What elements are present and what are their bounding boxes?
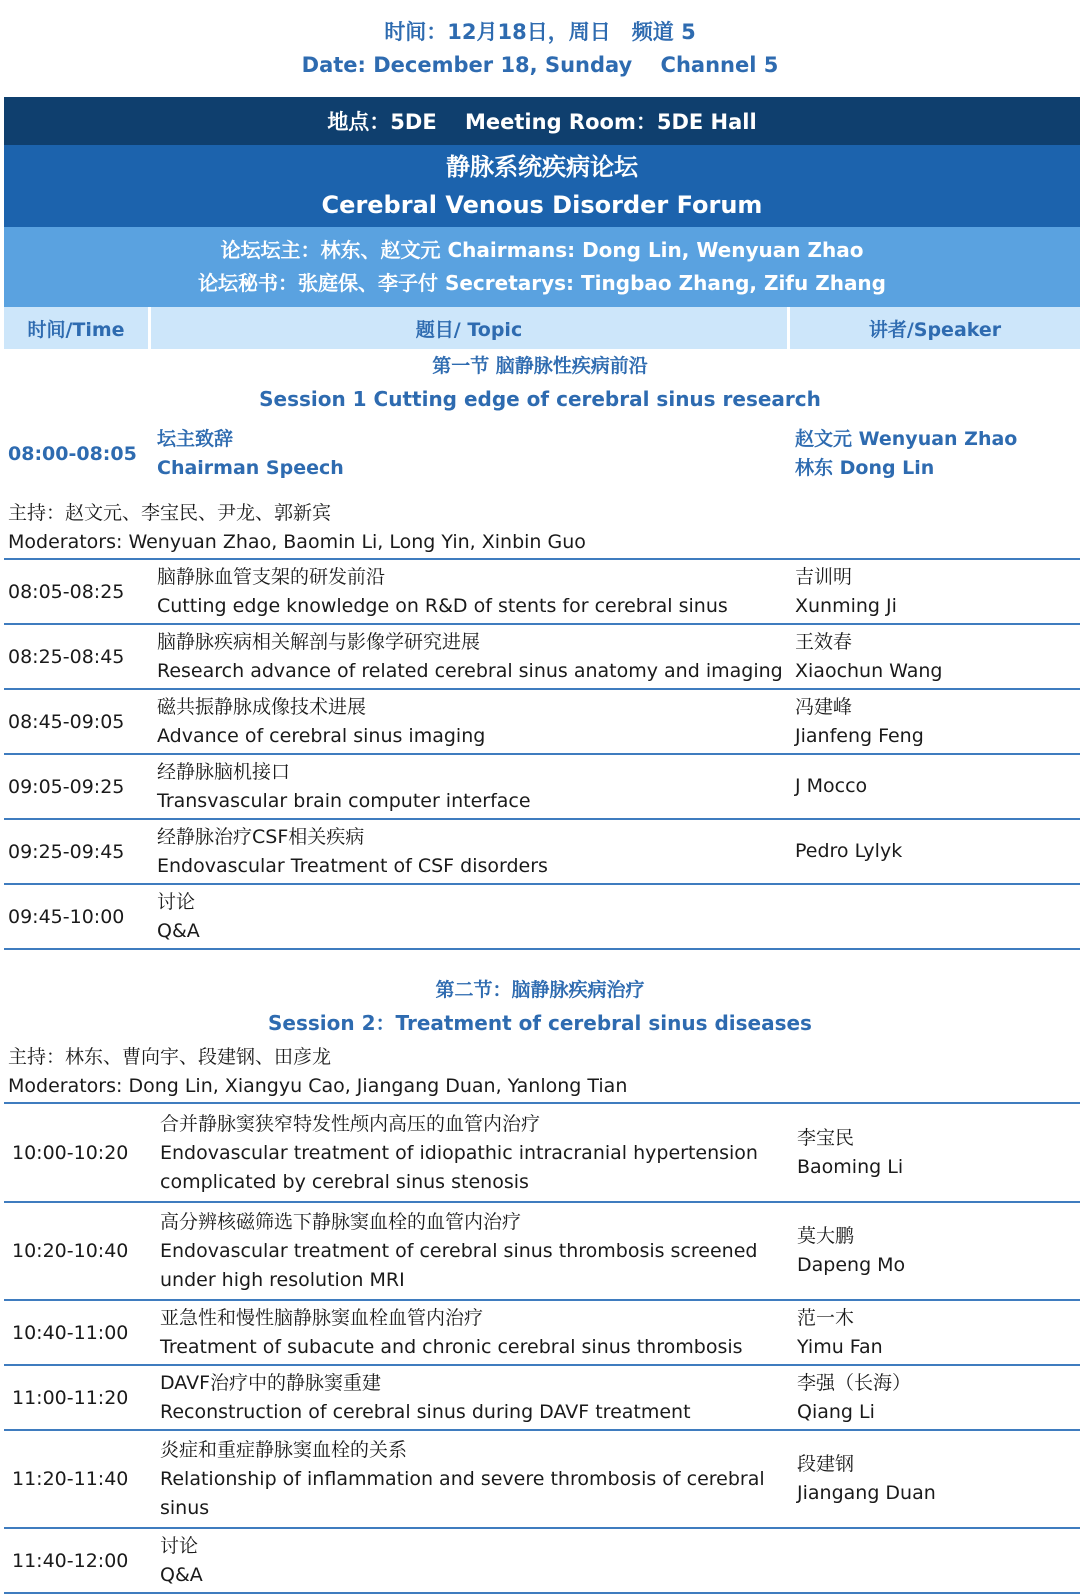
row-topic: [160, 1203, 790, 1299]
row-speaker: [797, 1431, 936, 1527]
table-row: [4, 1529, 1080, 1594]
topic-en: Cutting edge knowledge on R&D of stents for cerebral sinus: [157, 594, 728, 617]
row-topic: [160, 1366, 790, 1429]
topic-zh: 经静脉脑机接口: [157, 760, 291, 783]
speaker-zh: 李强（长海）: [797, 1371, 912, 1394]
table-row: [4, 690, 1080, 755]
column-header-time: [4, 307, 148, 349]
row-time: 10:40-11:00: [12, 1321, 129, 1344]
session2-moderators: [8, 1043, 627, 1101]
date-header: [0, 16, 1080, 82]
session2-title: [0, 974, 1080, 1040]
date-zh: 时间：12月18日，周日 频道 5: [384, 20, 696, 44]
session1-moderators: [8, 499, 586, 557]
topic-en: Transvascular brain computer interface: [157, 789, 531, 812]
moderators-en: Moderators: Wenyuan Zhao, Baomin Li, Long Yin, Xinbin Guo: [8, 531, 586, 553]
speaker-en: Jiangang Duan: [797, 1482, 936, 1504]
row-time: 08:05-08:25: [8, 580, 125, 603]
speaker-zh: 范一木: [797, 1306, 855, 1329]
speaker-en: Pedro Lylyk: [795, 840, 903, 862]
speaker-zh: 王效春: [795, 630, 853, 653]
column-header-speaker-label: 讲者/Speaker: [868, 318, 1002, 341]
row-topic: [157, 625, 783, 688]
table-row: [4, 625, 1080, 690]
date-en: Date: December 18, Sunday Channel 5: [301, 53, 779, 77]
forum-title-zh: 静脉系统疾病论坛: [446, 153, 638, 181]
topic-en: Reconstruction of cerebral sinus during DAVF treatment: [160, 1400, 691, 1423]
table-row: [4, 1431, 1080, 1529]
speaker-2: 林东 Dong Lin: [795, 457, 935, 479]
speaker-en: Jianfeng Feng: [795, 724, 924, 747]
row-topic: [160, 1431, 790, 1527]
chairman-speech-row: [4, 418, 1080, 490]
row-time: 10:20-10:40: [12, 1240, 129, 1262]
speaker-en: Xunming Ji: [795, 594, 897, 617]
speaker-zh: 吉训明: [795, 565, 853, 588]
topic-zh: 磁共振静脉成像技术进展: [157, 695, 367, 718]
row-topic: [157, 418, 344, 490]
row-speaker: [795, 755, 867, 818]
row-speaker: [795, 690, 924, 753]
table-row: [4, 560, 1080, 625]
row-time: 10:00-10:20: [12, 1142, 129, 1164]
forum-title-en: Cerebral Venous Disorder Forum: [321, 191, 763, 219]
column-header-topic-label: 题目/ Topic: [415, 318, 523, 341]
topic-zh: 讨论: [160, 1534, 199, 1557]
row-speaker: [797, 1366, 911, 1429]
topic-en: Endovascular treatment of cerebral sinus thrombosis screened under high resolution MRI: [160, 1239, 758, 1291]
topic-zh: 讨论: [157, 890, 196, 913]
speaker-en: Xiaochun Wang: [795, 659, 943, 682]
topic-en: Q&A: [157, 919, 200, 942]
row-time: 11:00-11:20: [12, 1386, 129, 1409]
moderators-zh: 主持：赵文元、李宝民、尹龙、郭新宾: [8, 502, 332, 524]
session1-title: [0, 350, 1080, 416]
moderators-en: Moderators: Dong Lin, Xiangyu Cao, Jiangang Duan, Yanlong Tian: [8, 1075, 628, 1097]
session2-title-en: Session 2：Treatment of cerebral sinus diseases: [268, 1011, 812, 1035]
topic-en: Treatment of subacute and chronic cerebral sinus thrombosis: [160, 1335, 743, 1358]
row-topic: [157, 690, 485, 753]
secretaries-text: 论坛秘书：张庭保、李子付 Secretarys: Tingbao Zhang, Zifu Zhang: [197, 271, 886, 295]
topic-zh: 亚急性和慢性脑静脉窦血栓血管内治疗: [160, 1306, 484, 1329]
topic-en: Advance of cerebral sinus imaging: [157, 724, 486, 747]
session1-title-en: Session 1 Cutting edge of cerebral sinus research: [259, 387, 821, 411]
chairmen-band: [4, 227, 1080, 307]
row-time: 11:40-12:00: [12, 1549, 129, 1572]
column-header-speaker: [790, 307, 1080, 349]
row-topic: [157, 560, 728, 623]
row-time: 08:25-08:45: [8, 645, 125, 668]
row-speaker: [797, 1105, 903, 1201]
moderators-zh: 主持：林东、曹向宇、段建钢、田彦龙: [8, 1046, 332, 1068]
row-topic: [157, 820, 548, 883]
topic-en: Endovascular treatment of idiopathic intracranial hypertension complicated by cerebral sinus stenosis: [160, 1141, 758, 1193]
row-speaker: [797, 1301, 883, 1364]
topic-en: Q&A: [160, 1563, 203, 1586]
row-time: 09:45-10:00: [8, 905, 125, 928]
row-topic: [160, 1301, 790, 1364]
row-time: 09:25-09:45: [8, 840, 125, 863]
row-topic: [157, 755, 531, 818]
session2-title-zh: 第二节：脑静脉疾病治疗: [435, 979, 645, 1001]
speaker-en: J Mocco: [795, 775, 868, 797]
row-speaker: [795, 418, 1017, 490]
table-row: [4, 1105, 1080, 1203]
speaker-zh: 段建钢: [797, 1453, 855, 1475]
topic-en: Research advance of related cerebral sinus anatomy and imaging: [157, 659, 783, 682]
speaker-en: Dapeng Mo: [797, 1254, 906, 1276]
session1-title-zh: 第一节 脑静脉性疾病前沿: [432, 355, 648, 377]
row-time: 09:05-09:25: [8, 775, 125, 798]
speaker-zh: 冯建峰: [795, 695, 853, 718]
topic-zh: 脑静脉血管支架的研发前沿: [157, 565, 386, 588]
table-row: [4, 1203, 1080, 1301]
row-topic: [160, 1105, 790, 1201]
divider: [4, 1102, 1080, 1104]
topic-zh: 经静脉治疗CSF相关疾病: [157, 825, 365, 848]
table-row: [4, 885, 1080, 950]
speaker-en: Yimu Fan: [797, 1335, 883, 1358]
topic-zh: 炎症和重症静脉窦血栓的关系: [160, 1438, 408, 1461]
topic-zh: 高分辨核磁筛选下静脉窦血栓的血管内治疗: [160, 1210, 522, 1233]
table-row: [4, 820, 1080, 885]
topic-zh: DAVF治疗中的静脉窦重建: [160, 1371, 382, 1394]
topic-en: Relationship of inflammation and severe thrombosis of cerebral sinus: [160, 1467, 765, 1519]
row-time: 11:20-11:40: [12, 1468, 129, 1490]
column-header-topic: [151, 307, 787, 349]
row-topic: [160, 1529, 790, 1592]
speaker-zh: 李宝民: [797, 1127, 855, 1149]
table-row: [4, 1301, 1080, 1366]
location-text: 地点：5DE Meeting Room：5DE Hall: [327, 110, 757, 134]
topic-zh: 脑静脉疾病相关解剖与影像学研究进展: [157, 630, 481, 653]
forum-title-band: [4, 145, 1080, 227]
row-topic: [157, 885, 200, 948]
speaker-en: Baoming Li: [797, 1156, 904, 1178]
table-row: [4, 1366, 1080, 1431]
speaker-1: 赵文元 Wenyuan Zhao: [795, 428, 1018, 450]
column-header-time-label: 时间/Time: [27, 318, 125, 341]
topic-zh: 合并静脉窦狭窄特发性颅内高压的血管内治疗: [160, 1112, 541, 1135]
location-band: [4, 97, 1080, 145]
speaker-zh: 莫大鹏: [797, 1225, 855, 1247]
topic-en: Chairman Speech: [157, 457, 344, 479]
topic-en: Endovascular Treatment of CSF disorders: [157, 854, 548, 877]
chairmen-text: 论坛坛主：林东、赵文元 Chairmans: Dong Lin, Wenyuan Zhao: [220, 238, 864, 262]
row-time: 08:45-09:05: [8, 710, 125, 733]
table-row: [4, 755, 1080, 820]
row-speaker: [795, 820, 902, 883]
row-speaker: [795, 560, 897, 623]
row-speaker: [797, 1203, 905, 1299]
row-speaker: [795, 625, 943, 688]
topic-zh: 坛主致辞: [157, 428, 234, 450]
speaker-en: Qiang Li: [797, 1400, 875, 1423]
row-time: 08:00-08:05: [8, 443, 137, 465]
